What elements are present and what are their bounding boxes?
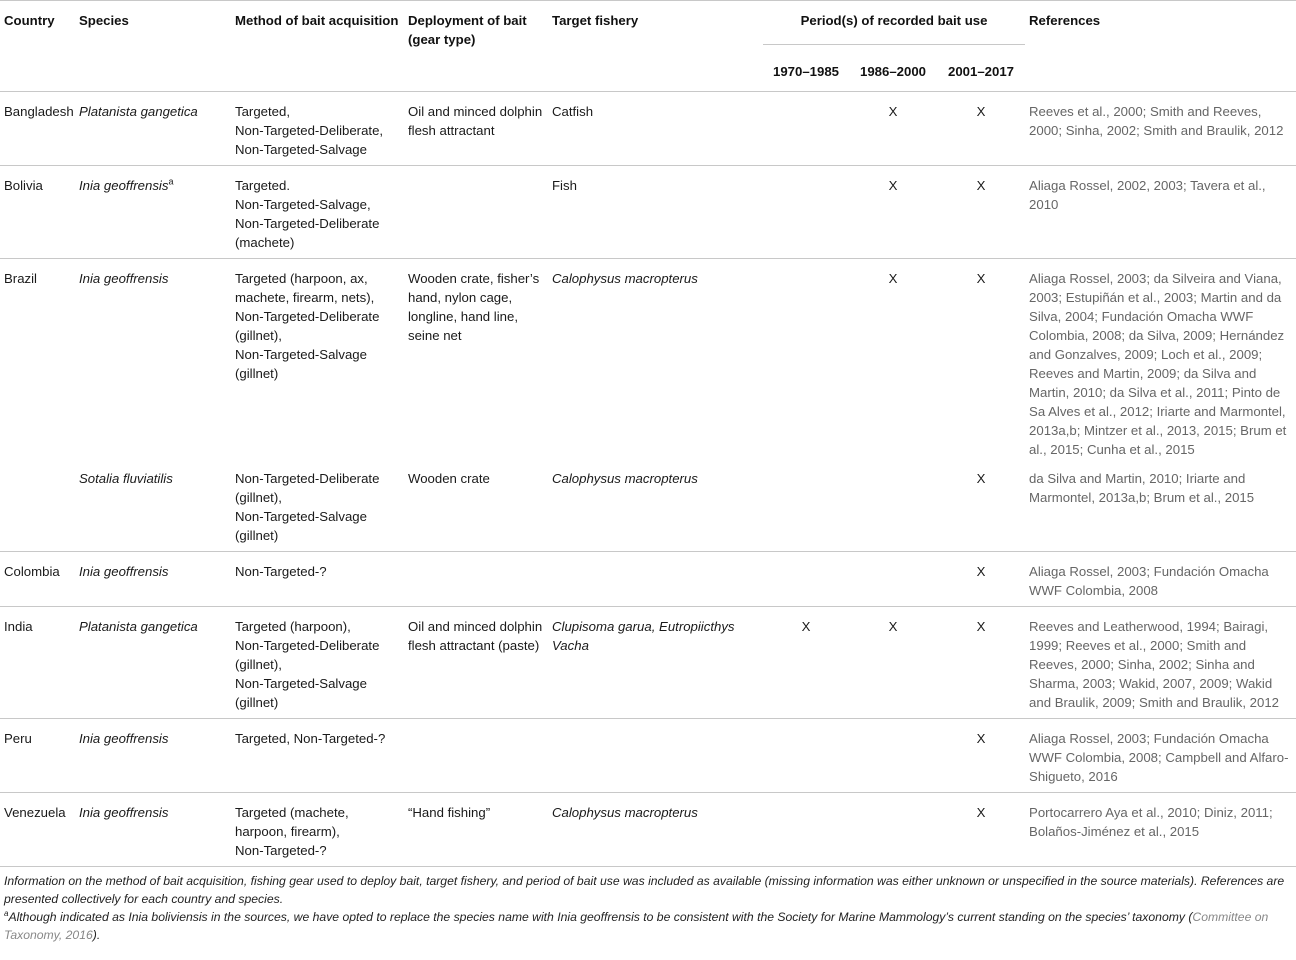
table-row <box>0 92 1296 166</box>
cell-target-fishery <box>548 552 763 607</box>
cell-period-1986-2000: X <box>849 166 937 259</box>
cell-method <box>231 719 404 793</box>
cell-period-2001-2017: X <box>937 793 1025 867</box>
cell-target-fishery: Calophysus macropterus <box>552 471 698 486</box>
cell-period-1970-1985: X <box>763 607 849 719</box>
cell-period-1970-1985 <box>763 465 849 552</box>
method-line: Targeted (machete, <box>235 805 349 820</box>
cell-references: Aliaga Rossel, 2003; Fundación Omacha WWF Colombia, 2008 <box>1025 552 1296 607</box>
method-line: Non-Targeted-Deliberate, <box>235 123 384 138</box>
species-footnote-marker[interactable]: a <box>168 176 174 187</box>
method-line: (gillnet), <box>235 657 282 672</box>
method-line: (gillnet), <box>235 328 282 343</box>
footnote-a-end: ). <box>92 928 101 942</box>
cell-period-1986-2000: X <box>849 92 937 166</box>
table-footnotes <box>0 866 1296 944</box>
cell-country <box>0 465 75 552</box>
cell-method <box>231 92 404 166</box>
cell-species <box>75 607 231 719</box>
cell-period-2001-2017: X <box>937 92 1025 166</box>
method-line: Targeted (harpoon), <box>235 619 351 634</box>
cell-references: Aliaga Rossel, 2003; Fundación Omacha WWF Colombia, 2008; Campbell and Alfaro-Shigueto, 2016 <box>1025 719 1296 793</box>
method-line: (gillnet) <box>235 366 279 381</box>
table-row <box>0 607 1296 719</box>
cell-period-1970-1985 <box>763 719 849 793</box>
method-line: Non-Targeted-Salvage <box>235 676 367 691</box>
header-method: Method of bait acquisition <box>235 13 399 28</box>
cell-period-2001-2017: X <box>937 552 1025 607</box>
method-line: Non-Targeted-? <box>235 843 327 858</box>
cell-method <box>231 607 404 719</box>
method-line: Non-Targeted-Salvage <box>235 509 367 524</box>
cell-period-2001-2017: X <box>976 471 986 486</box>
species-name: Inia geoffrensis <box>79 731 169 746</box>
header-references: References <box>1029 13 1101 28</box>
footnote-a-citation-link[interactable]: Committee on Taxonomy, 2016 <box>4 910 1269 942</box>
method-line: (gillnet) <box>235 528 279 543</box>
cell-target-fishery: Fish <box>548 166 763 259</box>
header-species: Species <box>79 13 129 28</box>
cell-deployment <box>404 719 548 793</box>
cell-references: Reeves and Leatherwood, 1994; Bairagi, 1999; Reeves et al., 2000; Smith and Reeves, 2000; Sinha, 2002; Sinha and Sharma, 2003; Wakid, 2007, 2009; Wakid and Braulik, 2009; Smith and Braulik, 2012 <box>1025 607 1296 719</box>
cell-method <box>231 552 404 607</box>
method-line: Non-Targeted-Deliberate <box>235 309 380 324</box>
header-period <box>763 1 1025 61</box>
cell-target-fishery: Catfish <box>548 92 763 166</box>
header-deployment: Deployment of bait (gear type) <box>408 13 527 47</box>
method-line: harpoon, firearm), <box>235 824 340 839</box>
cell-deployment: Wooden crate <box>408 471 490 486</box>
method-line: Targeted (harpoon, ax, <box>235 271 368 286</box>
method-line: Non-Targeted-Deliberate <box>235 471 380 486</box>
cell-species <box>75 92 231 166</box>
species-name: Inia geoffrensis <box>79 564 169 579</box>
table-body <box>0 92 1296 867</box>
species-name: Inia geoffrensis <box>79 178 169 193</box>
header-year-1970-1985: 1970–1985 <box>763 60 849 92</box>
cell-country: Peru <box>0 719 75 793</box>
header-country: Country <box>4 13 55 28</box>
species-name: Sotalia fluviatilis <box>79 471 173 486</box>
cell-references: Portocarrero Aya et al., 2010; Diniz, 2011; Bolaños-Jiménez et al., 2015 <box>1025 793 1296 867</box>
cell-period-2001-2017: X <box>937 607 1025 719</box>
cell-country: Bolivia <box>0 166 75 259</box>
method-line: Non-Targeted-? <box>235 564 327 579</box>
cell-period-2001-2017: X <box>937 719 1025 793</box>
table-row <box>0 552 1296 607</box>
cell-country: Bangladesh <box>0 92 75 166</box>
cell-period-1970-1985 <box>763 92 849 166</box>
footnote-general: Information on the method of bait acquisition, fishing gear used to deploy bait, target fishery, and period of bait use was included as available (missing information was either unknown or unspecified in the source materials). References are presented collectively for each country and species. <box>4 874 1285 906</box>
cell-period-1970-1985 <box>763 259 849 466</box>
cell-deployment: Wooden crate, fisher’s hand, nylon cage, longline, hand line, seine net <box>404 259 548 466</box>
cell-target-fishery <box>548 719 763 793</box>
cell-period-1986-2000: X <box>849 259 937 466</box>
table-row <box>0 259 1296 466</box>
cell-country: India <box>0 607 75 719</box>
cell-period-1986-2000 <box>849 793 937 867</box>
cell-references: Aliaga Rossel, 2002, 2003; Tavera et al., 2010 <box>1025 166 1296 259</box>
header-period-label: Period(s) of recorded bait use <box>763 11 1025 45</box>
method-line: Non-Targeted-Salvage <box>235 142 367 157</box>
method-line: (gillnet), <box>235 490 282 505</box>
cell-species <box>75 259 231 466</box>
table-row <box>0 166 1296 259</box>
method-line: Targeted. <box>235 178 290 193</box>
species-name: Inia geoffrensis <box>79 805 169 820</box>
cell-species <box>75 166 231 259</box>
method-line: Non-Targeted-Salvage, <box>235 197 371 212</box>
method-line: Non-Targeted-Salvage <box>235 347 367 362</box>
cell-deployment: “Hand fishing” <box>404 793 548 867</box>
cell-period-1986-2000 <box>849 719 937 793</box>
species-name: Inia geoffrensis <box>79 271 169 286</box>
header-year-2001-2017: 2001–2017 <box>937 60 1025 92</box>
cell-species <box>75 552 231 607</box>
cell-deployment <box>404 552 548 607</box>
header-year-1986-2000: 1986–2000 <box>849 60 937 92</box>
table-row <box>0 793 1296 867</box>
method-line: (machete) <box>235 235 295 250</box>
cell-period-2001-2017: X <box>937 259 1025 466</box>
cell-target-fishery: Calophysus macropterus <box>548 259 763 466</box>
method-line: Targeted, Non-Targeted-? <box>235 731 386 746</box>
cell-country: Venezuela <box>0 793 75 867</box>
cell-period-1970-1985 <box>763 793 849 867</box>
cell-deployment <box>404 166 548 259</box>
cell-period-1970-1985 <box>763 552 849 607</box>
cell-period-1986-2000 <box>849 465 937 552</box>
footnote-a-marker: a <box>4 908 9 918</box>
cell-method <box>231 465 404 552</box>
species-name: Platanista gangetica <box>79 619 198 634</box>
footnote-a <box>4 908 1292 944</box>
header-target-fishery: Target fishery <box>552 13 639 28</box>
method-line: Non-Targeted-Deliberate <box>235 216 380 231</box>
method-line: machete, firearm, nets), <box>235 290 375 305</box>
cell-method <box>231 793 404 867</box>
cell-country: Brazil <box>0 259 75 466</box>
method-line: (gillnet) <box>235 695 279 710</box>
table-row <box>0 719 1296 793</box>
cell-species <box>75 793 231 867</box>
cell-period-2001-2017: X <box>937 166 1025 259</box>
cell-period-1986-2000: X <box>849 607 937 719</box>
cell-period-1970-1985 <box>763 166 849 259</box>
cell-method <box>231 259 404 466</box>
cell-period-1986-2000 <box>849 552 937 607</box>
cell-target-fishery: Clupisoma garua, Eutropiicthys Vacha <box>548 607 763 719</box>
species-name: Platanista gangetica <box>79 104 198 119</box>
cell-method <box>231 166 404 259</box>
cell-country: Colombia <box>0 552 75 607</box>
cell-target-fishery: Calophysus macropterus <box>548 793 763 867</box>
footnote-a-text: Although indicated as Inia boliviensis in the sources, we have opted to replace the species name with Inia geoffrensis to be consistent with the Society for Marine Mammology’s current standing on the species’ taxonomy ( <box>8 910 1193 924</box>
method-line: Targeted, <box>235 104 290 119</box>
cell-species <box>75 719 231 793</box>
cell-references: Aliaga Rossel, 2003; da Silveira and Viana, 2003; Estupiñán et al., 2003; Martin and da Silva, 2004; Fundación Omacha WWF Colombia, 2008; da Silva, 2009; Hernández and Gonzalves, 2009; Loch et al., 2009; Reeves and Martin, 2009; da Silva and Martin, 2010; da Silva et al., 2011; Pinto de Sa Alves et al., 2012; Iriarte and Marmontel, 2013a,b; Mintzer et al., 2013, 2015; Brum et al., 2015; Cunha et al., 2015 <box>1025 259 1296 466</box>
table-row <box>0 465 1296 552</box>
cell-references: Reeves et al., 2000; Smith and Reeves, 2000; Sinha, 2002; Smith and Braulik, 2012 <box>1025 92 1296 166</box>
method-line: Non-Targeted-Deliberate <box>235 638 380 653</box>
table-header <box>0 1 1296 92</box>
cell-deployment: Oil and minced dolphin flesh attractant <box>404 92 548 166</box>
cell-species <box>75 465 231 552</box>
cell-deployment: Oil and minced dolphin flesh attractant (paste) <box>404 607 548 719</box>
cell-references: da Silva and Martin, 2010; Iriarte and Marmontel, 2013a,b; Brum et al., 2015 <box>1029 471 1255 505</box>
